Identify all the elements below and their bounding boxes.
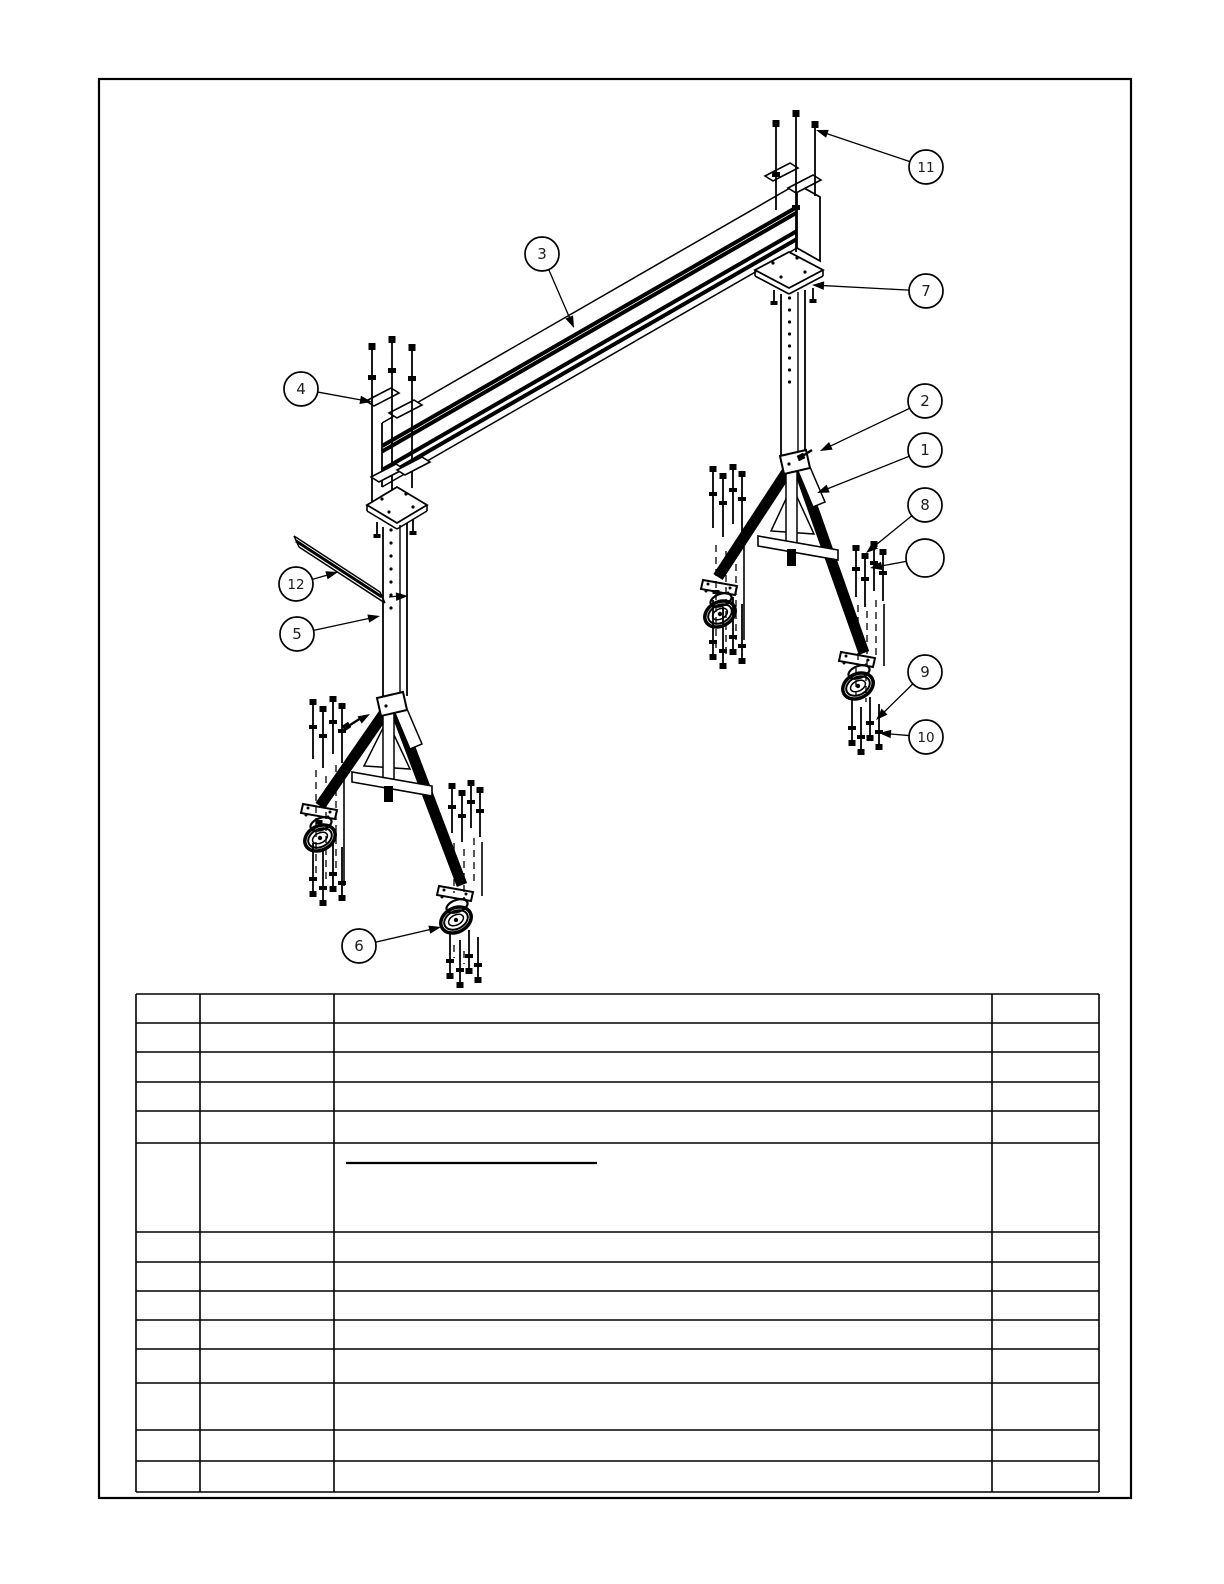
balloon-4 bbox=[284, 372, 373, 406]
balloon-11-label: 11 bbox=[917, 160, 935, 177]
beam-item-3 bbox=[382, 184, 820, 487]
balloon-3 bbox=[525, 237, 578, 330]
balloon-7-label: 7 bbox=[921, 282, 931, 301]
balloon-callouts bbox=[279, 126, 944, 963]
balloon-4-label: 4 bbox=[296, 380, 306, 399]
balloon-12 bbox=[279, 567, 339, 601]
balloon-12-label: 12 bbox=[287, 577, 305, 594]
balloon-5-label: 5 bbox=[292, 625, 302, 644]
parts-table bbox=[136, 994, 1099, 1492]
balloon-9-label: 9 bbox=[920, 663, 930, 682]
balloon-8-label: 8 bbox=[920, 496, 930, 515]
balloon-3-label: 3 bbox=[537, 245, 547, 264]
balloon-6 bbox=[342, 923, 442, 963]
balloon-2-label: 2 bbox=[920, 392, 930, 411]
balloon-5 bbox=[280, 612, 381, 651]
balloon-7 bbox=[812, 274, 943, 308]
balloon-10-label: 10 bbox=[917, 730, 935, 747]
balloon-6-label: 6 bbox=[354, 937, 364, 956]
balloon-10 bbox=[879, 720, 943, 754]
balloon-1-label: 1 bbox=[920, 441, 930, 460]
balloon-11 bbox=[815, 126, 943, 184]
page-border bbox=[99, 79, 1131, 1498]
